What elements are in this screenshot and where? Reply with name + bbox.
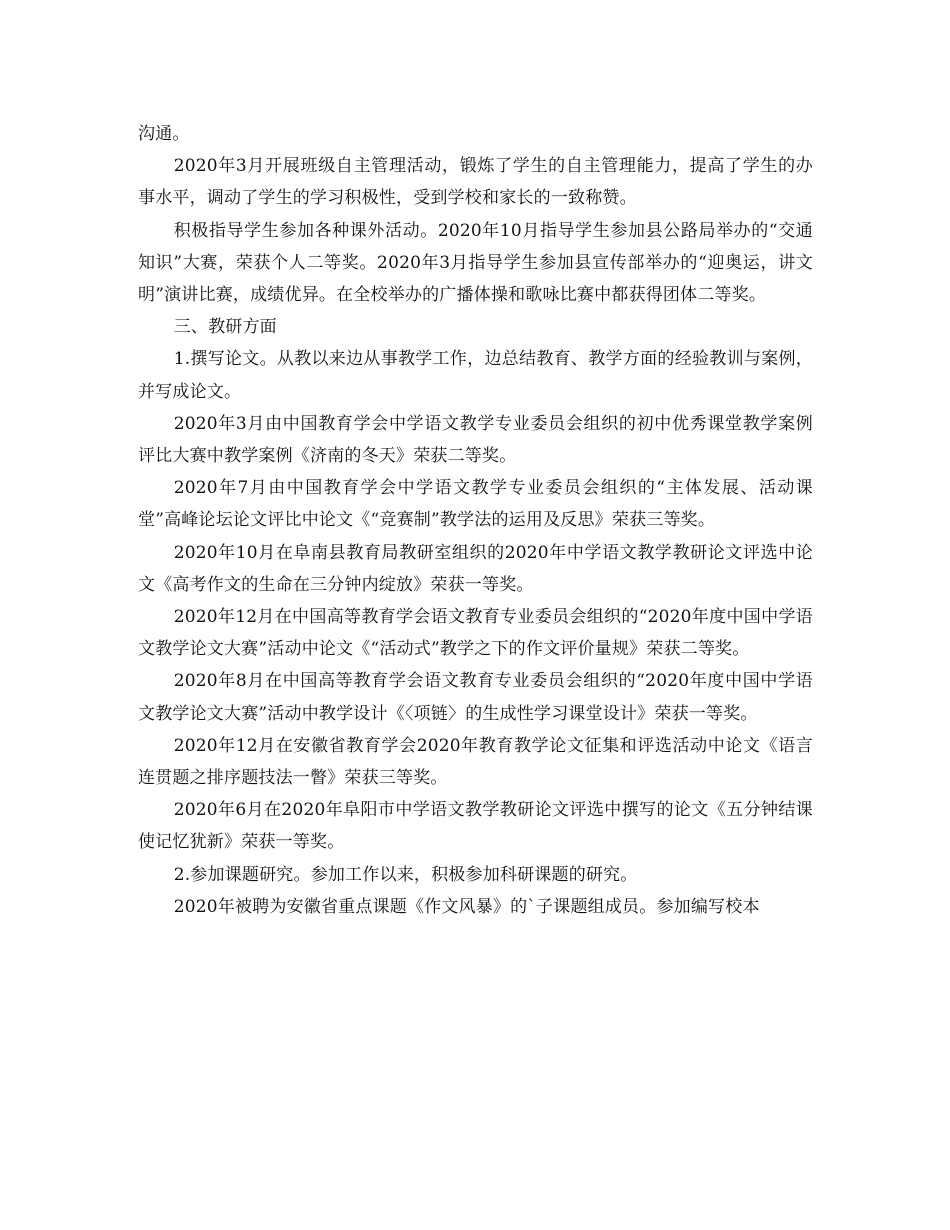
section-heading: 三、教研方面 <box>173 317 277 338</box>
paragraph: 2020年6月在2020年阜阳市中学语文教学教研论文评选中撰写的论文《五分钟结课使记忆犹新》荣获一等奖。 <box>138 800 813 853</box>
paragraph: 积极指导学生参加各种课外活动。2020年10月指导学生参加县公路局举办的“交通知识”大赛，荣获个人二等奖。2020年3月指导学生参加县宣传部举办的“迎奥运，讲文明”演讲比赛，成绩优异。在全校举办的广播体操和歌咏比赛中都获得团体二等奖。 <box>138 220 813 306</box>
paragraph: 2020年7月由中国教育学会中学语文教学专业委员会组织的“主体发展、活动课堂”高峰论坛论文评比中论文《“竞赛制”教学法的运用及反思》荣获三等奖。 <box>138 478 813 531</box>
paragraph: 2020年12月在中国高等教育学会语文教育专业委员会组织的“2020年度中国中学语文教学论文大赛”活动中论文《“活动式”教学之下的作文评价量规》荣获二等奖。 <box>138 607 813 660</box>
paragraph: 2020年8月在中国高等教育学会语文教育专业委员会组织的“2020年度中国中学语文教学论文大赛”活动中教学设计《〈项链〉的生成性学习课堂设计》荣获一等奖。 <box>138 671 813 724</box>
document-body <box>138 118 813 923</box>
paragraph: 2020年3月开展班级自主管理活动，锻炼了学生的自主管理能力，提高了学生的办事水平，调动了学生的学习积极性，受到学校和家长的一致称赞。 <box>138 156 813 209</box>
paragraph: 2.参加课题研究。参加工作以来，积极参加科研课题的研究。 <box>173 864 638 885</box>
paragraph: 2020年12月在安徽省教育学会2020年教育教学论文征集和评选活动中论文《语言连贯题之排序题技法一瞥》荣获三等奖。 <box>138 735 813 789</box>
paragraph: 2020年10月在阜南县教育局教研室组织的2020年中学语文教学教研论文评选中论文《高考作文的生命在三分钟内绽放》荣获一等奖。 <box>138 542 813 595</box>
paragraph: 1.撰写论文。从教以来边从事教学工作，边总结教育、教学方面的经验教训与案例，并写成论文。 <box>138 349 813 402</box>
paragraph: 沟通。 <box>138 124 190 144</box>
paragraph: 2020年3月由中国教育学会中学语文教学专业委员会组织的初中优秀课堂教学案例评比大赛中教学案例《济南的冬天》荣获二等奖。 <box>138 413 813 467</box>
paragraph: 2020年被聘为安徽省重点课题《作文风暴》的`子课题组成员。参加编写校本 <box>173 896 760 917</box>
